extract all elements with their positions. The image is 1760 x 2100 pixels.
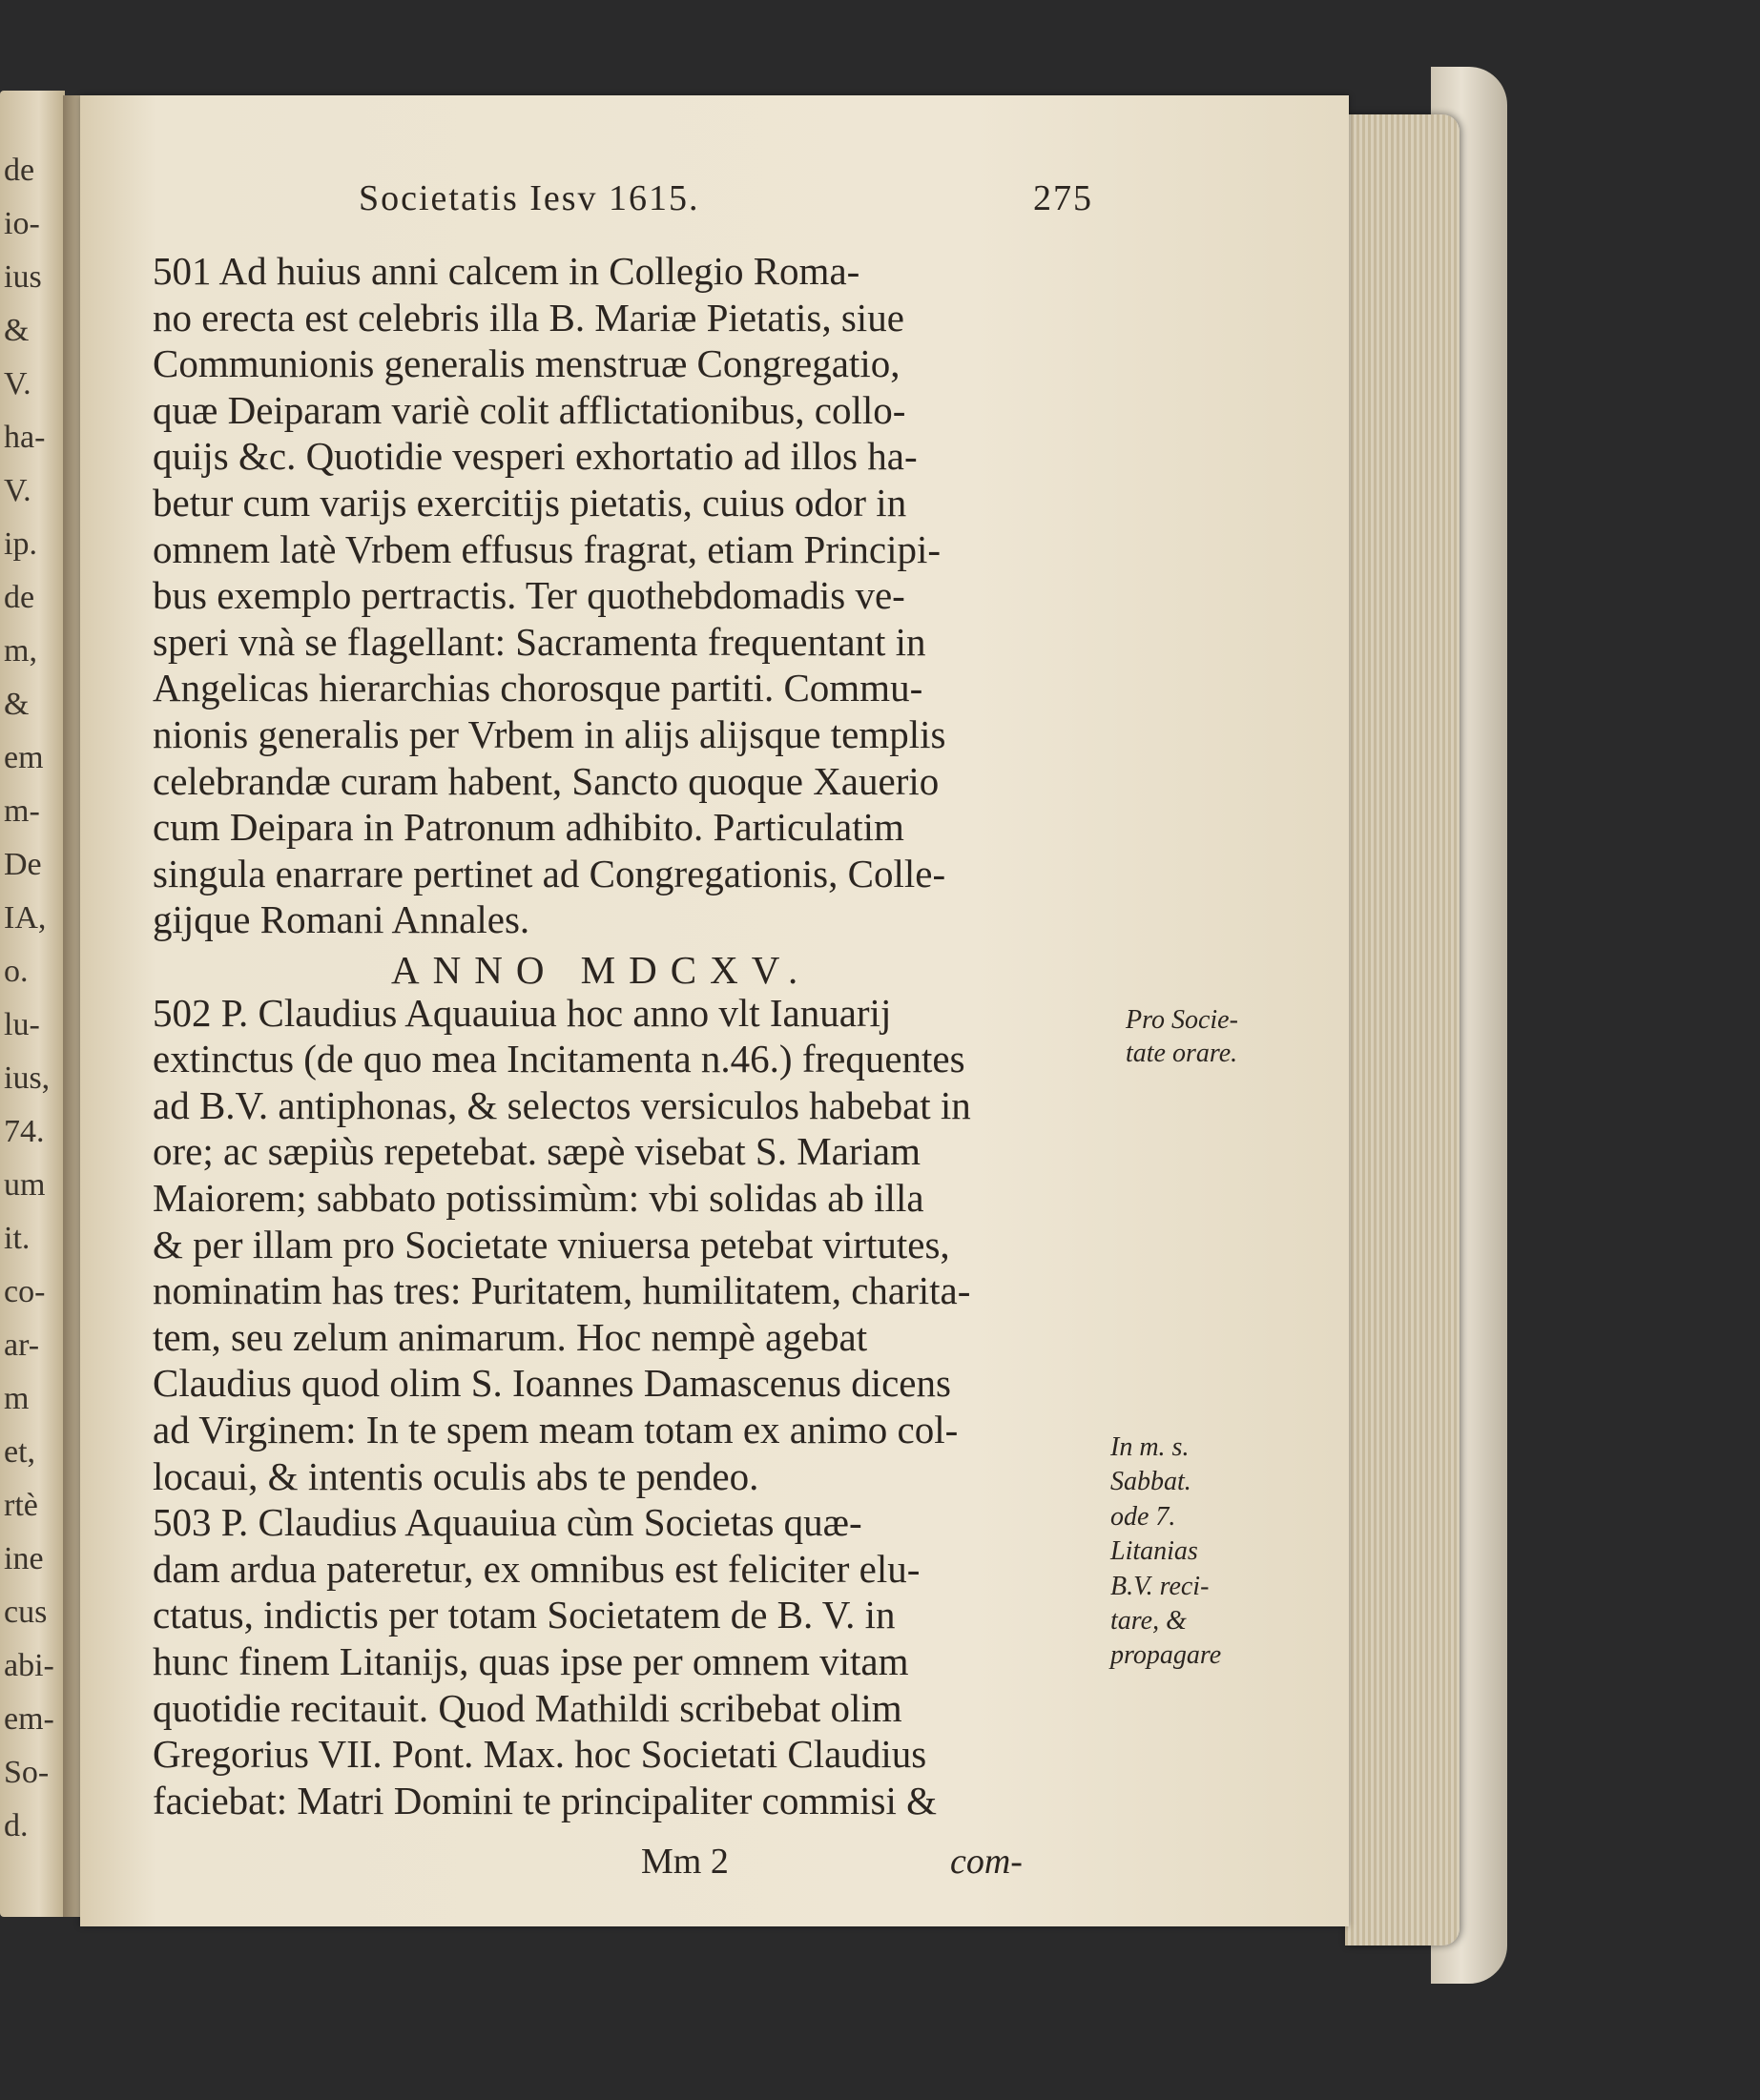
- text-line: ctatus, indictis per totam Societatem de B. V. in: [153, 1593, 896, 1637]
- left-page-fragment: ine: [4, 1541, 44, 1576]
- text-line: cum Deipara in Patronum adhibito. Particulatim: [153, 805, 904, 850]
- left-page-fragment: co-: [4, 1274, 46, 1309]
- margin-note-line: tare, &: [1110, 1605, 1187, 1636]
- text-line: Gregorius VII. Pont. Max. hoc Societati Claudius: [153, 1732, 927, 1777]
- text-line: 503 P. Claudius Aquauiua cùm Societas quæ-: [153, 1500, 862, 1545]
- left-page-fragment: um: [4, 1167, 46, 1203]
- left-page-fragment: ius,: [4, 1060, 51, 1096]
- text-line: Maiorem; sabbato potissimùm: vbi solidas ab illa: [153, 1176, 924, 1220]
- text-line: Angelicas hierarchias chorosque partiti. Commu-: [153, 666, 923, 710]
- left-page-fragment: d.: [4, 1808, 29, 1843]
- margin-note-pro-societate: [1126, 1003, 1238, 1070]
- left-page-fragment: em-: [4, 1701, 54, 1737]
- left-page-fragment: ius: [4, 259, 42, 295]
- text-line: tem, seu zelum animarum. Hoc nempè agebat: [153, 1314, 868, 1359]
- page-block-edges: [1345, 114, 1460, 1946]
- left-page-fragment: o.: [4, 954, 29, 989]
- left-page-fragment: m-: [4, 793, 40, 829]
- text-line: speri vnà se flagellant: Sacramenta frequentant in: [153, 619, 926, 664]
- left-page-fragment: 74.: [4, 1114, 45, 1149]
- text-line: hunc finem Litanijs, quas ipse per omnem vitam: [153, 1639, 909, 1683]
- left-page-fragment: abi-: [4, 1648, 54, 1683]
- left-page-fragment: IA,: [4, 900, 47, 936]
- left-page-fragment: ip.: [4, 526, 37, 562]
- running-head: [359, 177, 1093, 219]
- left-page-fragment: m: [4, 1381, 30, 1416]
- section-heading: ANNO MDCXV.: [391, 948, 812, 992]
- text-line: no erecta est celebris illa B. Mariæ Pietatis, siue: [153, 295, 904, 340]
- left-page-fragment: de: [4, 153, 35, 188]
- text-line: quotidie recitauit. Quod Mathildi scribebat olim: [153, 1685, 902, 1730]
- left-page-fragment: rtè: [4, 1488, 38, 1523]
- signature-mark: Mm 2: [641, 1842, 729, 1882]
- margin-note-line: tate orare.: [1126, 1039, 1238, 1068]
- margin-note-line: B.V. reci-: [1110, 1571, 1210, 1601]
- running-head-title: Societatis Iesv 1615.: [359, 178, 700, 218]
- margin-note-line: propagare: [1110, 1640, 1222, 1671]
- left-page-fragment: it.: [4, 1221, 31, 1256]
- left-page-fragment: de: [4, 580, 35, 615]
- previous-page-sliver: [0, 91, 65, 1917]
- page-number: 275: [1033, 178, 1093, 218]
- text-line: 502 P. Claudius Aquauiua hoc anno vlt Ianuarij: [153, 990, 892, 1035]
- text-line: 501 Ad huius anni calcem in Collegio Roma-: [153, 249, 860, 293]
- margin-note-line: Litanias: [1110, 1536, 1198, 1567]
- left-page-fragment: cus: [4, 1595, 48, 1630]
- text-line: ad Virginem: In te spem meam totam ex animo col-: [153, 1408, 959, 1451]
- text-line: omnem latè Vrbem effusus fragrat, etiam Principi-: [153, 526, 942, 571]
- left-page-fragment: et,: [4, 1434, 36, 1470]
- left-page-fragment: &: [4, 313, 30, 348]
- left-page-fragment: So-: [4, 1755, 50, 1790]
- left-page-fragment: V.: [4, 473, 31, 508]
- text-line: nominatim has tres: Puritatem, humilitatem, charita-: [153, 1268, 971, 1313]
- left-page-fragment: &: [4, 687, 30, 722]
- left-page-fragment: ar-: [4, 1328, 40, 1363]
- text-line: quæ Deiparam variè colit afflictationibus, collo-: [153, 387, 906, 432]
- margin-note-line: In m. s.: [1110, 1432, 1190, 1462]
- text-line: betur cum varijs exercitijs pietatis, cuius odor in: [153, 481, 907, 525]
- text-line: singula enarrare pertinet ad Congregationis, Colle-: [153, 851, 946, 896]
- text-line: ad B.V. antiphonas, & selectos versiculos habebat in: [153, 1082, 971, 1127]
- text-line: gijque Romani Annales.: [153, 897, 530, 942]
- left-page-fragment: em: [4, 740, 44, 775]
- text-line: Communionis generalis menstruæ Congregatio,: [153, 341, 901, 386]
- margin-note-line: ode 7.: [1110, 1501, 1176, 1532]
- text-line: locaui, & intentis oculis abs te pendeo.: [153, 1453, 759, 1498]
- left-page-fragment: V.: [4, 366, 31, 401]
- left-page-fragment: m,: [4, 633, 37, 669]
- text-line: ore; ac sæpiùs repetebat. sæpè visebat S. Mariam: [153, 1129, 921, 1174]
- text-line: & per illam pro Societate vniuersa petebat virtutes,: [153, 1222, 950, 1266]
- text-line: faciebat: Matri Domini te principaliter commisi &: [153, 1778, 938, 1822]
- left-page-fragment: lu-: [4, 1007, 40, 1042]
- text-line: nionis generalis per Vrbem in alijs alijsque templis: [153, 712, 946, 756]
- left-page-fragment: De: [4, 847, 42, 882]
- margin-note-line: Sabbat.: [1110, 1467, 1191, 1497]
- left-page-fragment: io-: [4, 206, 40, 241]
- text-line: celebrandæ curam habent, Sancto quoque Xauerio: [153, 758, 940, 803]
- catchword: com-: [950, 1842, 1023, 1882]
- text-line: dam ardua pateretur, ex omnibus est feliciter elu-: [153, 1546, 921, 1591]
- margin-note-line: Pro Socie-: [1126, 1005, 1238, 1035]
- text-line: Claudius quod olim S. Ioannes Damascenus dicens: [153, 1361, 951, 1406]
- text-line: extinctus (de quo mea Incitamenta n.46.) frequentes: [153, 1037, 965, 1081]
- margin-note-litanias: [1110, 1431, 1221, 1674]
- left-page-fragment: ha-: [4, 420, 46, 455]
- text-line: bus exemplo pertractis. Ter quothebdomadis ve-: [153, 573, 905, 618]
- text-line: quijs &c. Quotidie vesperi exhortatio ad illos ha-: [153, 434, 918, 479]
